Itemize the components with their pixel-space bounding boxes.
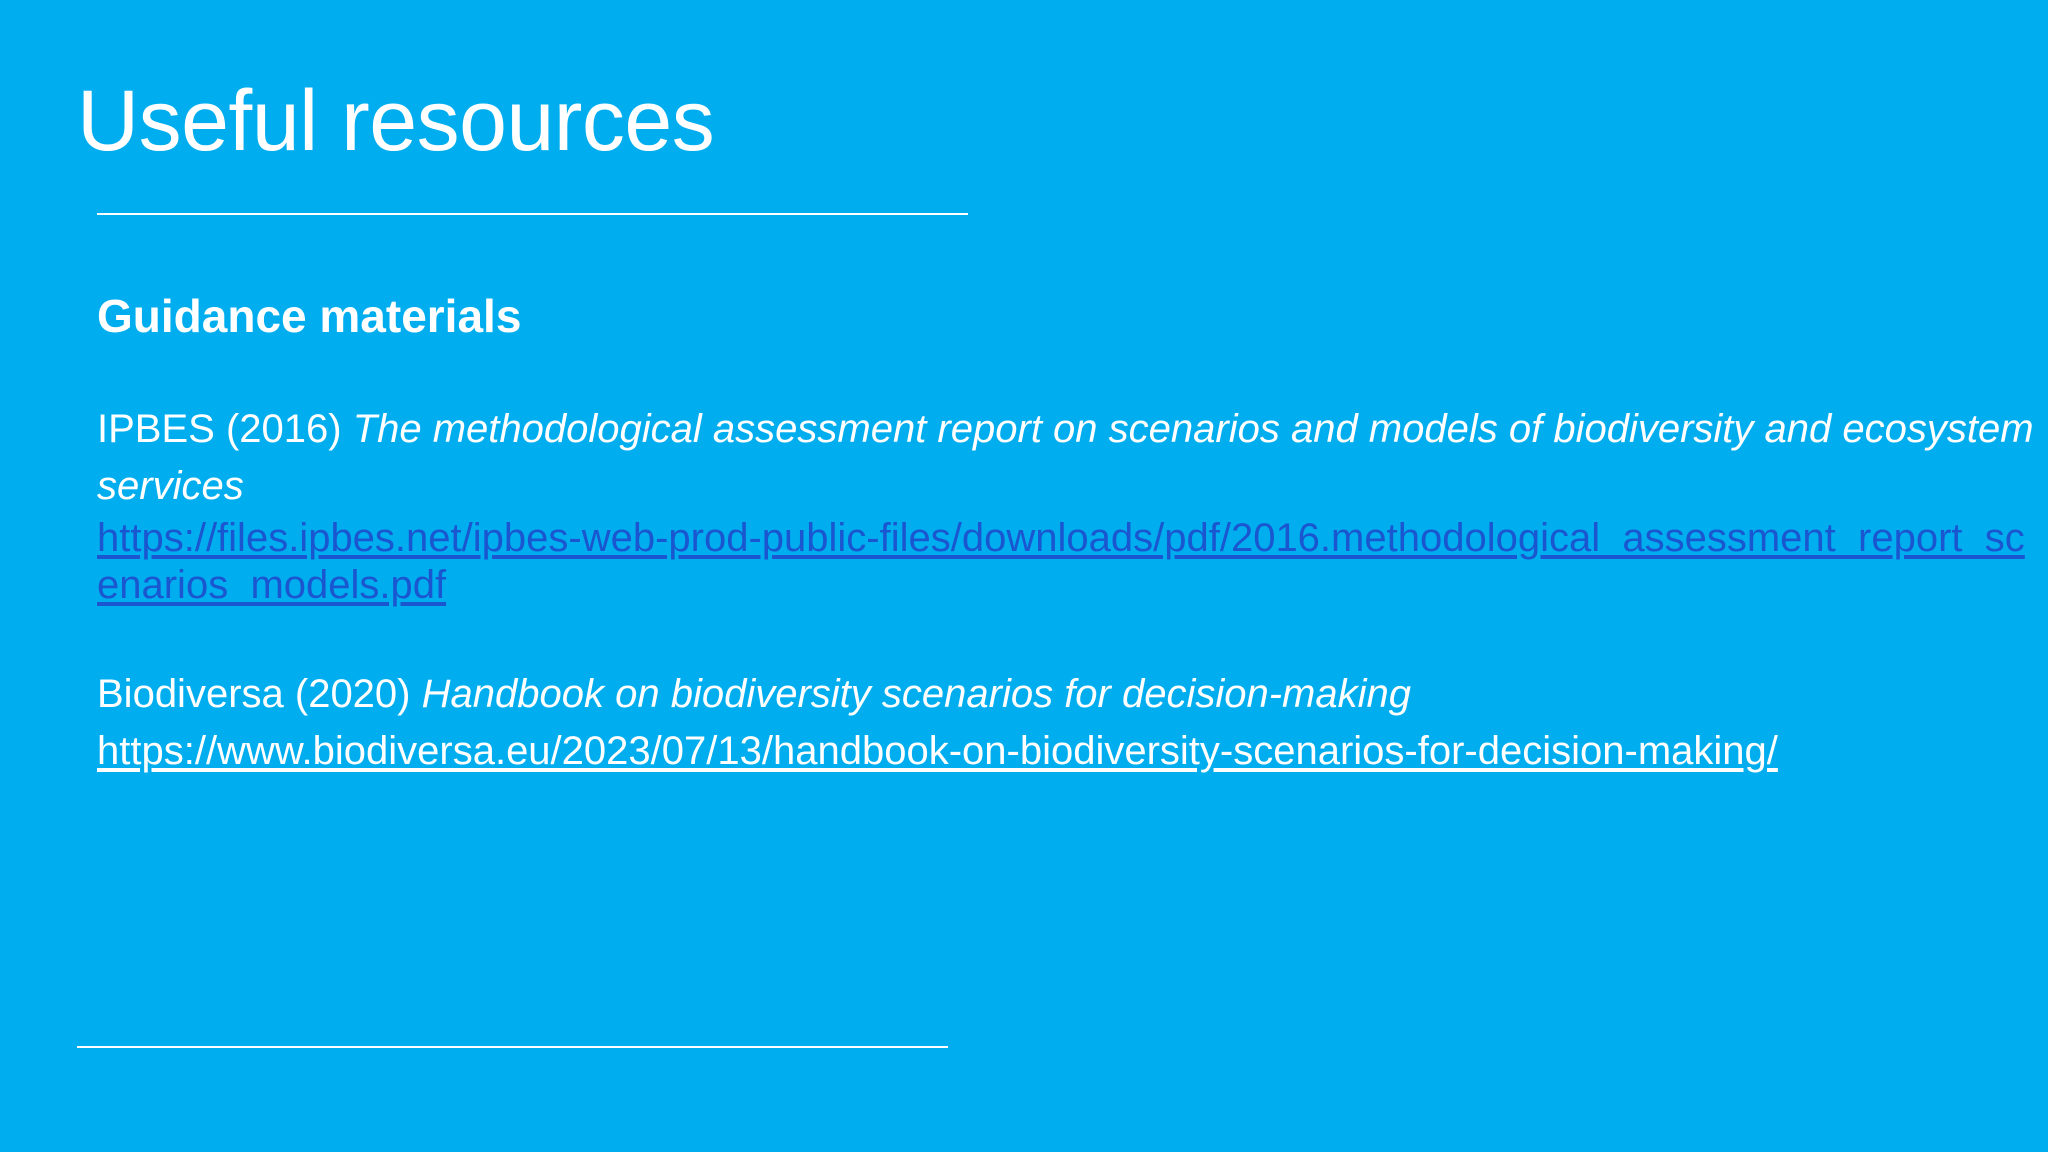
reference-work-title: The methodological assessment report on scenarios and models of biodiversity and ecosystem services — [97, 407, 2034, 508]
section-heading: Guidance materials — [97, 290, 522, 342]
slide-content — [97, 283, 2042, 780]
title-divider — [97, 213, 968, 215]
reference-link[interactable]: https://files.ipbes.net/ipbes-web-prod-public-files/downloads/pdf/2016.methodological_assessment_report_scenarios_models.pdf — [97, 516, 2025, 607]
reference-spacer — [97, 609, 2042, 666]
reference-link[interactable]: https://www.biodiversa.eu/2023/07/13/handbook-on-biodiversity-scenarios-for-decision-making/ — [97, 729, 1778, 773]
reference-citation — [97, 401, 2042, 515]
reference-work-title: Handbook on biodiversity scenarios for decision-making — [421, 672, 1412, 716]
reference-biodiversa — [97, 666, 2042, 780]
reference-ipbes — [97, 401, 2042, 609]
reference-citation — [97, 666, 2042, 723]
footer-divider — [77, 1046, 948, 1048]
reference-author-year: IPBES (2016) — [97, 407, 353, 451]
slide-title: Useful resources — [77, 73, 715, 169]
reference-author-year: Biodiversa (2020) — [97, 672, 422, 716]
